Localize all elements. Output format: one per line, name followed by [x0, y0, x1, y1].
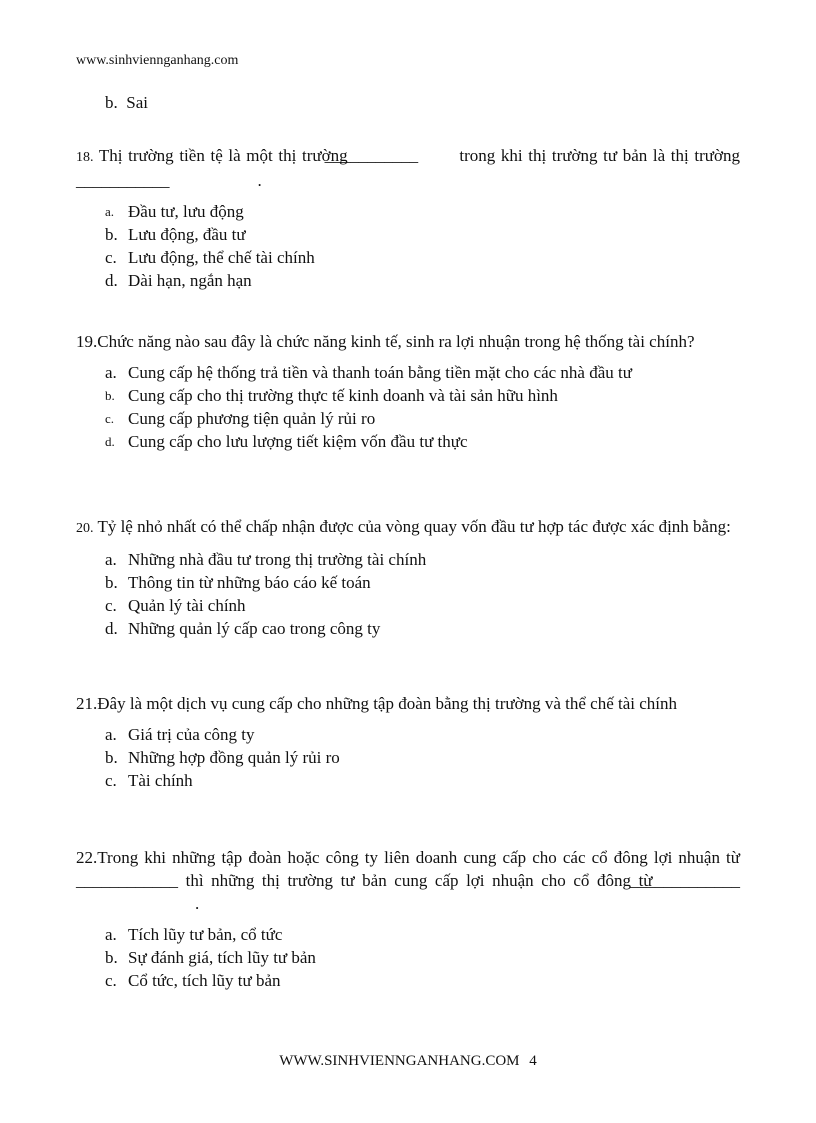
- option-letter: b.: [105, 948, 118, 967]
- answer-option: [76, 246, 740, 269]
- question-text: 19.Chức năng nào sau đây là chức năng kinh tế, sinh ra lợi nhuận trong hệ thống tài chính?: [76, 332, 695, 351]
- answer-blank: ____________: [76, 871, 178, 890]
- option-letter: a.: [105, 925, 117, 944]
- answer-blank: ___________: [76, 171, 170, 190]
- option-letter: d.: [105, 434, 115, 449]
- option-letter: d.: [105, 619, 118, 638]
- option-letter: a.: [105, 363, 117, 382]
- option-text: Dài hạn, ngắn hạn: [128, 271, 252, 290]
- answer-option: [76, 923, 740, 946]
- option-letter: d.: [105, 271, 118, 290]
- question-number: 22.: [76, 848, 98, 867]
- question-22: [76, 846, 740, 992]
- option-text: Lưu động, đầu tư: [128, 225, 246, 244]
- question-20: [76, 515, 740, 640]
- option-text: Những nhà đầu tư trong thị trường tài chính: [128, 550, 427, 569]
- option-text: Thông tin từ những báo cáo kế toán: [128, 573, 371, 592]
- question-number: 20.: [76, 521, 94, 536]
- answer-option: [105, 93, 148, 113]
- answer-options: [76, 723, 740, 792]
- option-letter: a.: [105, 725, 117, 744]
- option-text: Giá trị của công ty: [128, 725, 255, 744]
- option-letter: b.: [105, 225, 118, 244]
- question-18: [76, 144, 740, 292]
- question-text: 22.Trong khi những tập đoàn hoặc công ty liên doanh cung cấp cho các cổ đông lợi nhuận từ____________ thì những thị trường tư bản cung cấp lợi nhuận cho cổ đông từ_____________.: [76, 848, 741, 913]
- answer-option: [76, 548, 740, 571]
- option-letter: c.: [105, 411, 115, 426]
- option-text: Quản lý tài chính: [128, 596, 246, 615]
- footer-site: WWW.SINHVIENNGANHANG.COM: [279, 1053, 520, 1069]
- question-text: 21.Đây là một dịch vụ cung cấp cho những tập đoàn bằng thị trường và thể chế tài chính: [76, 694, 678, 713]
- option-letter: b.: [105, 748, 118, 767]
- option-text: Sự đánh giá, tích lũy tư bản: [128, 948, 316, 967]
- answer-option: [76, 269, 740, 292]
- option-letter: a.: [105, 550, 117, 569]
- option-letter: c.: [105, 971, 117, 990]
- option-text: Cung cấp cho lưu lượng tiết kiệm vốn đầu tư thực: [128, 432, 468, 451]
- question-text: 20. Tỷ lệ nhỏ nhất có thể chấp nhận được của vòng quay vốn đầu tư hợp tác được xác định bằng:: [76, 517, 731, 536]
- page-footer: [0, 1053, 816, 1070]
- option-text: Những hợp đồng quản lý rủi ro: [128, 748, 340, 767]
- answer-option: [76, 969, 740, 992]
- answer-option: [76, 746, 740, 769]
- answer-option: [76, 223, 740, 246]
- answer-option: [76, 617, 740, 640]
- answer-option: [76, 200, 740, 223]
- answer-option: [76, 723, 740, 746]
- answer-options: [76, 361, 740, 453]
- answer-options: [76, 200, 740, 292]
- answer-option: [76, 594, 740, 617]
- answer-option: [76, 384, 740, 407]
- option-text: Những quản lý cấp cao trong công ty: [128, 619, 381, 638]
- option-letter: b.: [105, 388, 115, 403]
- answer-options: [76, 923, 740, 992]
- answer-option: [76, 430, 740, 453]
- option-letter: b.: [105, 93, 118, 112]
- option-text: Sai: [126, 93, 148, 112]
- answer-option: [76, 946, 740, 969]
- option-text: Tài chính: [128, 771, 193, 790]
- question-21: [76, 692, 740, 792]
- answer-options: [76, 548, 740, 640]
- question-text: 18. Thị trường tiền tệ là một thị trường___________ trong khi thị trường tư bản là thị trường ___________ .: [76, 146, 740, 190]
- question-number: 21.: [76, 694, 98, 713]
- question-number: 19.: [76, 332, 98, 351]
- option-text: Cung cấp hệ thống trả tiền và thanh toán bằng tiền mặt cho các nhà đầu tư: [128, 363, 632, 382]
- option-letter: b.: [105, 573, 118, 592]
- option-text: Cổ tức, tích lũy tư bản: [128, 971, 281, 990]
- option-text: Đầu tư, lưu động: [128, 202, 244, 221]
- answer-option: [76, 571, 740, 594]
- option-text: Cung cấp cho thị trường thực tế kinh doanh và tài sản hữu hình: [128, 386, 558, 405]
- option-text: Tích lũy tư bản, cổ tức: [128, 925, 283, 944]
- answer-option: [76, 407, 740, 430]
- header-url: www.sinhviennganhang.com: [76, 53, 239, 68]
- option-text: Lưu động, thể chế tài chính: [128, 248, 315, 267]
- answer-option: [76, 769, 740, 792]
- question-19: [76, 330, 740, 453]
- option-letter: a.: [105, 204, 115, 219]
- question-number: 18.: [76, 150, 94, 165]
- answer-blank: _____________: [629, 871, 741, 890]
- option-text: Cung cấp phương tiện quản lý rủi ro: [128, 409, 376, 428]
- option-letter: c.: [105, 596, 117, 615]
- answer-blank: ___________: [324, 146, 419, 165]
- page-number: 4: [529, 1053, 537, 1069]
- option-letter: c.: [105, 248, 117, 267]
- answer-option: [76, 361, 740, 384]
- option-letter: c.: [105, 771, 117, 790]
